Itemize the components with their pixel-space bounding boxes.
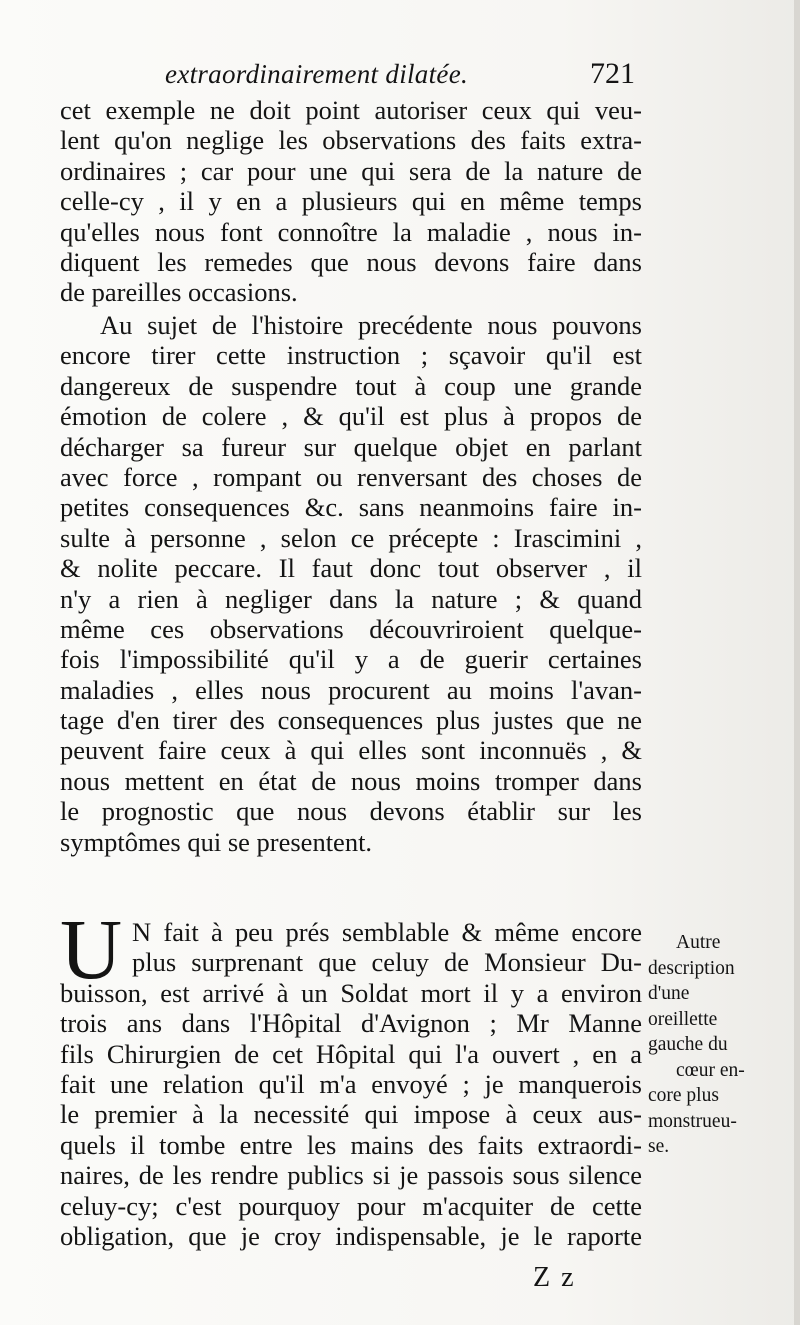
text-line: plus surprenant que celuy de Monsieur Du-: [132, 947, 642, 978]
text-line: de pareilles occasions.: [60, 277, 298, 308]
drop-capital: U: [60, 901, 123, 997]
text-line: naires, de les rendre publics si je passois sous silence: [60, 1160, 642, 1191]
text-line: fils Chirurgien de cet Hôpital qui l'a ouvert , en a: [60, 1038, 642, 1069]
text-line: celle-cy , il y en a plusieurs qui en même temps: [60, 186, 642, 217]
text-line: nous mettent en état de nous moins tromper dans: [60, 765, 642, 796]
text-line: symptômes qui se presentent.: [60, 826, 373, 857]
text-line: petites consequences &c. sans neanmoins faire in-: [60, 492, 642, 523]
text-line: trois ans dans l'Hôpital d'Avignon ; Mr Manne: [60, 1008, 642, 1039]
text-line: tage d'en tirer des consequences plus justes que ne: [60, 705, 642, 736]
text-line: celuy-cy; c'est pourquoy pour m'acquiter de cette: [60, 1190, 642, 1221]
text-line: le prognostic que nous devons établir sur les: [60, 796, 642, 827]
text-line: cet exemple ne doit point autoriser ceux qui veu-: [60, 95, 642, 125]
text-line: avec force , rompant ou renversant des choses de: [60, 461, 642, 492]
marginal-note-line: oreillette: [648, 1008, 718, 1030]
text-line: peuvent faire ceux à qui elles sont inconnuës , &: [60, 735, 642, 766]
running-title: extraordinairement dilatée.: [165, 59, 469, 89]
text-line: diquent les remedes que nous devons faire dans: [60, 246, 642, 277]
page-number: 721: [590, 57, 635, 90]
text-line: émotion de colere , & qu'il est plus à propos de: [60, 401, 642, 432]
marginal-note-line: Autre: [676, 932, 721, 953]
text-line: fait une relation qu'il m'a envoyé ; je manquerois: [60, 1068, 642, 1099]
marginal-note-line: se.: [648, 1136, 670, 1157]
text-line: le premier à la necessité qui impose à ceux aus-: [60, 1099, 642, 1130]
marginal-note-line: d'une: [648, 983, 690, 1004]
paragraph-3: [60, 917, 642, 1251]
text-line: quels il tombe entre les mains des faits extraordi-: [60, 1129, 642, 1160]
text-line: maladies , elles nous procurent au moins l'avan-: [60, 674, 642, 705]
page-edge: [794, 0, 800, 1325]
marginal-note-line: description: [648, 957, 735, 979]
text-line: encore tirer cette instruction ; sçavoir qu'il est: [60, 340, 642, 371]
text-line: qu'elles nous font connoître la maladie , nous in-: [60, 216, 642, 247]
page-header: [165, 55, 635, 95]
marginal-note-line: monstrueu-: [648, 1110, 737, 1132]
text-line: fois l'impossibilité qu'il y a de guerir certaines: [60, 644, 642, 675]
paragraph-2: [60, 310, 642, 857]
text-line: n'y a rien à negliger dans la nature ; & quand: [60, 583, 642, 614]
text-line: obligation, que je croy indispensable, je le raporte: [60, 1220, 642, 1251]
marginal-note-line: cœur en-: [676, 1059, 745, 1081]
text-line: & nolite peccare. Il faut donc tout observer , il: [60, 553, 642, 584]
text-line: même ces observations découvriroient quelque-: [60, 613, 642, 644]
text-line: ordinaires ; car pour une qui sera de la nature de: [60, 155, 642, 186]
marginal-note: [648, 930, 778, 1160]
signature-mark: Z z: [533, 1262, 576, 1293]
text-line: sulte à personne , selon ce précepte : Irascimini ,: [60, 522, 642, 553]
text-line: lent qu'on neglige les observations des faits extra-: [60, 125, 642, 156]
text-line: dangereux de suspendre tout à coup une grande: [60, 370, 642, 401]
marginal-note-line: gauche du: [648, 1034, 728, 1055]
text-line: buisson, est arrivé à un Soldat mort il y a environ: [60, 977, 642, 1008]
paragraph-1: [60, 95, 642, 308]
text-line: N fait à peu prés semblable & même encore: [132, 917, 642, 947]
marginal-note-line: core plus: [648, 1085, 719, 1106]
text-line: décharger sa fureur sur quelque objet en parlant: [60, 431, 642, 462]
text-line: Au sujet de l'histoire precédente nous pouvons: [100, 310, 642, 340]
